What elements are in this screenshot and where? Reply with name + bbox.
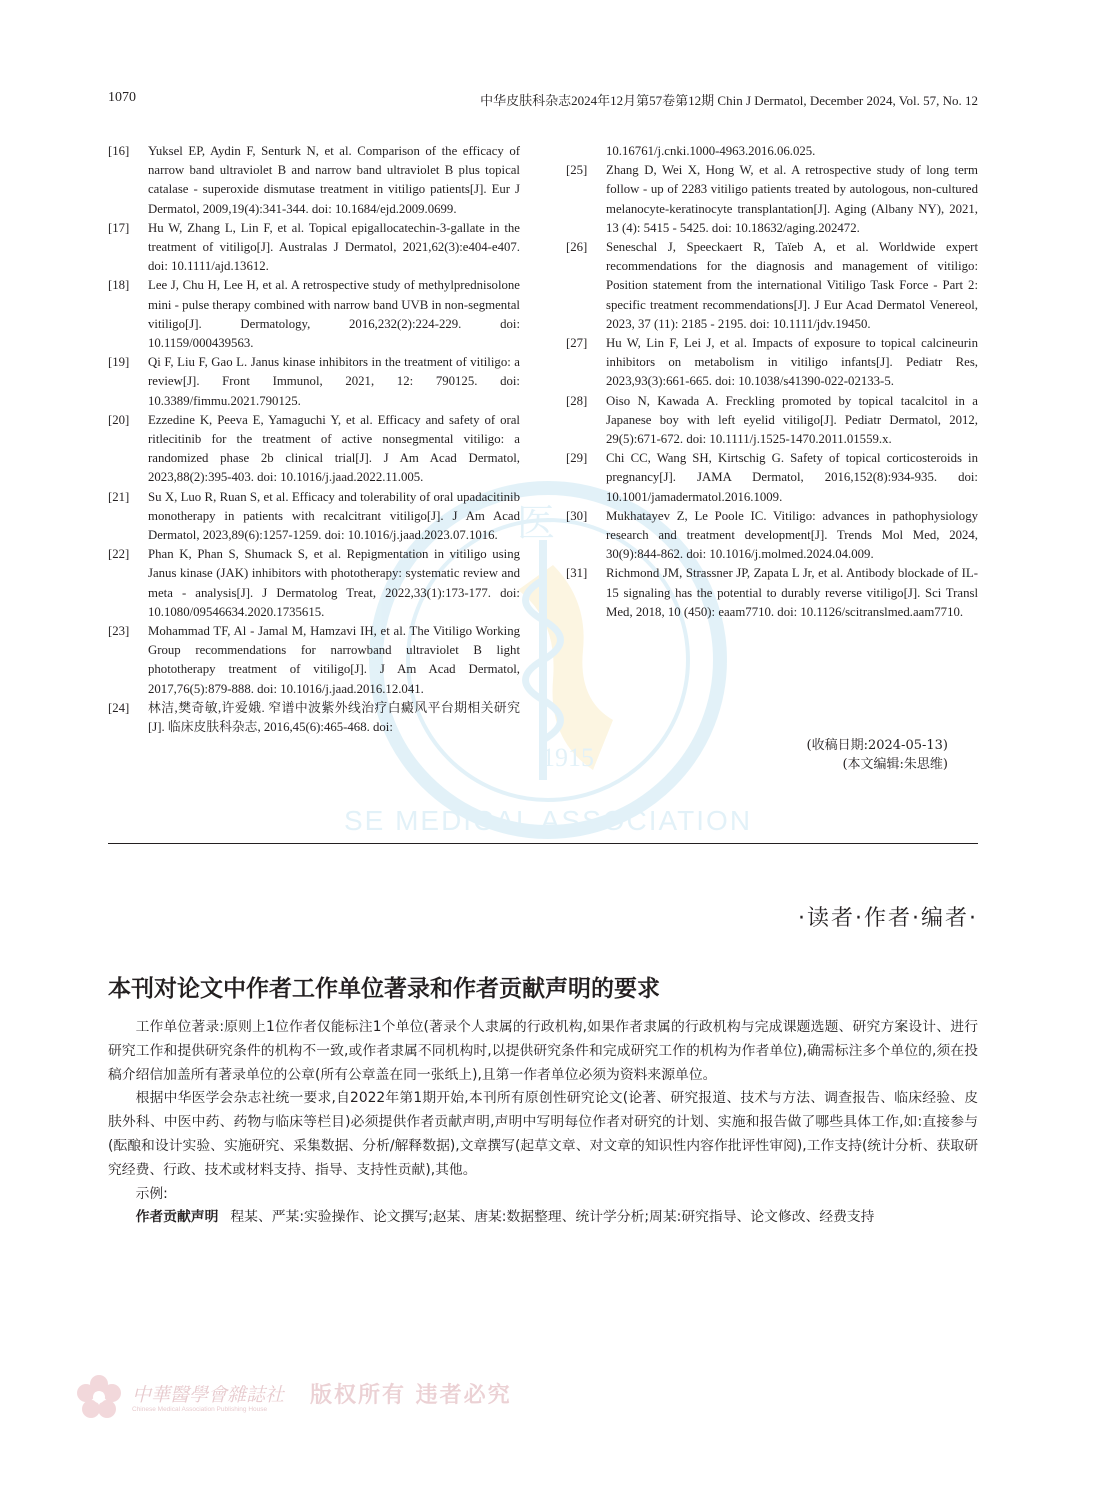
example-label: 示例: [135,1185,168,1202]
reference-item [108,411,520,488]
reference-text: Richmond JM, Strassner JP, Zapata L Jr, et al. Antibody blockade of IL-15 signaling has the potential to durably reverse vitiligo[J]. Sci Transl Med, 2018, 10 (450): eaam7710. doi: 10.1126/scitranslmed.aam7710. [606,566,978,619]
reference-number: [19] [108,355,130,370]
publisher-flower-icon [74,1372,124,1422]
reference-text: Oiso N, Kawada A. Freckling promoted by topical tacalcitol in a Japanese boy with left eyelid vitiligo[J]. Pediatr Dermatol, 2012, 29(5):671-672. doi: 10.1111/j.1525-1470.2011.01559.x. [606,393,978,447]
reference-text: Hu W, Zhang L, Lin F, et al. Topical epigallocatechin-3-gallate in the treatment of vitiligo[J]. Australas J Dermatol, 2021,62(3):e404-e407. doi: 10.1111/ajd.13612. [148,220,520,274]
reference-item [108,545,520,622]
publisher-watermark [74,1372,512,1424]
example-statement [108,1206,978,1230]
reference-number: [31] [566,566,588,581]
reference-item [108,488,520,546]
receipt-info [566,736,948,774]
watermark-char: 医 [516,501,556,545]
reference-item [108,142,520,219]
reference-number: [17] [108,220,130,235]
reference-item [108,622,520,699]
page-header [108,90,978,110]
reference-item [108,276,520,353]
reference-item [108,219,520,277]
column-label: ·读者·作者·编者· [798,906,978,931]
reference-item [108,353,520,411]
article-editor: (本文编辑:朱思维) [842,757,948,772]
notice-paragraph: 根据中华医学会杂志社统一要求,自2022年第1期开始,本刊所有原创性研究论文(论著、研究报道、技术与方法、调查报告、临床经验、皮肤外科、中医中药、药物与临床等栏目)必须提供作者贡献声明,声明中写明每位作者对研究的计划、实施和报告做了哪些具体工作,如:直接参与(酝酿和设计实验、实施研究、采集数据、分析/解释数据),文章撰写(起草文章、对文章的知识性内容作批评性审阅),工作支持(统计分析、获取研究经费、行政、技术或材料支持、指导、支持性贡献),其他。 [108,1090,978,1178]
watermark-text: SE MEDICAL ASSOCIATION [343,805,753,836]
reference-text: Ezzedine K, Peeva E, Yamaguchi Y, et al. Efficacy and safety of oral ritlecitinib for the treatment of active nonsegmental vitiligo: a randomized phase 2b clinical trial[J]. J Am Acad Dermatol, 2023,88(2):395-403. doi: 10.1016/j.jaad.2022.11.005. [148,412,520,485]
reference-text: 林洁,樊奇敏,许爱娥. 窄谱中波紫外线治疗白癜风平台期相关研究[J]. 临床皮肤科杂志, 2016,45(6):465-468. doi: [148,700,520,735]
reference-text: Mukhatayev Z, Le Poole IC. Vitiligo: advances in pathophysiology research and treatment development[J]. Trends Mol Med, 2024, 30(9):844-862. doi: 10.1016/j.molmed.2024.04.009. [606,508,978,562]
reference-number: [23] [108,624,130,639]
notice-body [108,1016,978,1230]
reference-text: Lee J, Chu H, Lee H, et al. A retrospective study of methylprednisolone mini - pulse therapy combined with narrow band UVB in non-segmental vitiligo[J]. Dermatology, 2016,232(2):224-229. doi: 10.1159/000439563. [148,278,520,351]
reference-item [566,449,978,507]
reference-item [566,564,978,622]
reference-number: [28] [566,393,588,408]
reference-number: [18] [108,278,130,293]
reference-text: Seneschal J, Speeckaert R, Taïeb A, et al. Worldwide expert recommendations for the diagnosis and management of vitiligo: Position statement from the international Vitiligo Task Force - Part 2: specific treatment recommendations[J]. J Eur Acad Dermatol Venereol, 2023, 37 (11): 2185 - 2195. doi: 10.1111/jdv.19450. [606,240,978,331]
reference-item [566,161,978,238]
reference-text: Yuksel EP, Aydin F, Senturk N, et al. Comparison of the efficacy of narrow band ultraviolet B and narrow band ultraviolet B plus topical catalase - superoxide dismutase treatment in vitiligo patients[J]. Eur J Dermatol, 2009,19(4):341-344. doi: 10.1684/ejd.2009.0699. [148,144,520,216]
reference-number: [27] [566,336,588,351]
reference-text: Phan K, Phan S, Shumack S, et al. Repigmentation in vitiligo using Janus kinase (JAK) inhibitors with phototherapy: systematic review and meta - analysis[J]. J Dermatolog Treat, 2022,33(1):173-177. doi: 10.1080/09546634.2020.1735615. [148,547,520,619]
reference-number: [29] [566,451,588,466]
page-number: 1070 [108,90,136,105]
reference-number: [16] [108,144,130,158]
reference-number: [24] [108,700,130,715]
reference-item [566,238,978,334]
reference-number: [21] [108,489,130,504]
publisher-name: 中華醫學會雜誌社 [132,1384,285,1406]
reference-item [108,699,520,737]
reference-number: [30] [566,508,588,523]
references-right-column [566,142,978,622]
received-date: (收稿日期:2024-05-13) [806,738,948,753]
reference-text: Qi F, Liu F, Gao L. Janus kinase inhibitors in the treatment of vitiligo: a review[J]. Front Immunol, 2021, 12: 790125. doi: 10.3389/fimmu.2021.790125. [148,355,520,408]
copyright-notice: 版权所有 违者必究 [310,1383,512,1408]
publisher-subtitle: Chinese Medical Association Publishing House [132,1406,268,1413]
reference-text: Zhang D, Wei X, Hong W, et al. A retrospective study of long term follow - up of 2283 vitiligo patients treated by autologous, non-cultured melanocyte-keratinocyte transplantation[J]. Aging (Albany NY), 2021, 13 (4): 5415 - 5425. doi: 10.18632/aging.202472. [606,163,978,235]
reference-number: [26] [566,240,588,255]
reference-number: [20] [108,412,130,427]
notice-title: 本刊对论文中作者工作单位著录和作者贡献声明的要求 [108,976,660,1002]
notice-paragraph: 工作单位著录:原则上1位作者仅能标注1个单位(著录个人隶属的行政机构,如果作者隶属的行政机构与完成课题选题、研究方案设计、进行研究工作和提供研究条件的机构不一致,或作者隶属不同机构时,以提供研究条件和完成研究工作的机构为作者单位),确需标注多个单位的,须在投稿介绍信加盖所有著录单位的公章(所有公章盖在同一张纸上),且第一作者单位必须为资料来源单位。 [108,1019,978,1083]
reference-number: [22] [108,547,130,562]
reference-item [566,392,978,450]
statement-label: 作者贡献声明 [135,1209,219,1226]
reference-text: Chi CC, Wang SH, Kirtschig G. Safety of topical corticosteroids in pregnancy[J]. JAMA Dermatol, 2016,152(8):934-935. doi: 10.1001/jamadermatol.2016.1009. [606,451,978,504]
reference-text: Hu W, Lin F, Lei J, et al. Impacts of exposure to topical calcineurin inhibitors on metabolism in vitiligo infants[J]. Pediatr Res, 2023,93(3):661-665. doi: 10.1038/s41390-022-02133-5. [606,336,978,389]
journal-info: 中华皮肤科杂志2024年12月第57卷第12期 Chin J Dermatol, December 2024, Vol. 57, No. 12 [480,93,978,108]
reference-text: Mohammad TF, Al - Jamal M, Hamzavi IH, et al. The Vitiligo Working Group recommendations for narrowband ultraviolet B light phototherapy treatment of vitiligo[J]. J Am Acad Dermatol, 2017,76(5):879-888. doi: 10.1016/j.jaad.2016.12.041. [148,624,520,696]
references-left-column [108,142,520,737]
reference-item [566,334,978,392]
watermark-year: 1915 [542,743,594,772]
statement-text: 程某、严某:实验操作、论文撰写;赵某、唐某:数据整理、统计学分析;周某:研究指导、论文修改、经费支持 [230,1209,875,1226]
reference-number: [25] [566,163,588,178]
section-divider [108,843,978,844]
reference-item [566,507,978,565]
reference-continuation: 10.16761/j.cnki.1000-4963.2016.06.025. [606,144,816,158]
reference-text: Su X, Luo R, Ruan S, et al. Efficacy and tolerability of oral upadacitinib monotherapy in patients with recalcitrant vitiligo[J]. J Am Acad Dermatol, 2023,89(6):1257-1259. doi: 10.1016/j.jaad.2023.07.1016. [148,489,520,543]
